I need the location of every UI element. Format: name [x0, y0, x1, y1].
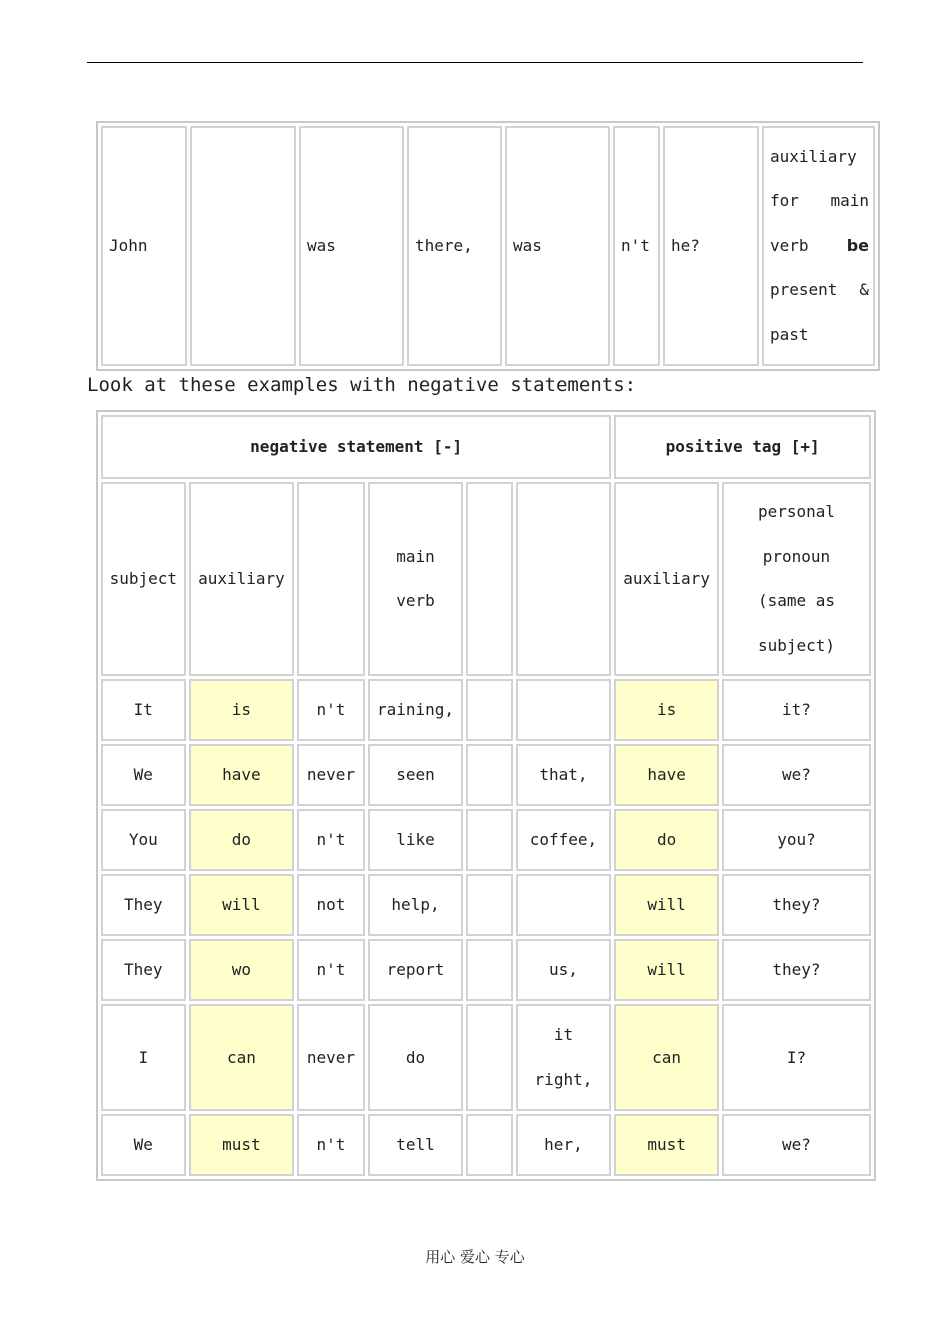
cell-tag-auxiliary: was — [505, 126, 610, 366]
cell-rest: there, — [407, 126, 502, 366]
table-cell: it? — [722, 679, 871, 741]
table-cell: never — [297, 1004, 364, 1111]
group-header-row — [101, 415, 871, 479]
note-line: auxiliary — [770, 146, 857, 166]
intro-text: Look at these examples with negative statements: — [87, 374, 637, 396]
table-row — [101, 939, 871, 1001]
cell-pronoun: he? — [663, 126, 759, 366]
table-cell: they? — [722, 939, 871, 1001]
table-cell: will — [614, 939, 719, 1001]
table-cell: wo — [189, 939, 295, 1001]
table-cell: You — [101, 809, 186, 871]
table-cell: you? — [722, 809, 871, 871]
table-row — [101, 874, 871, 936]
table-row — [101, 679, 871, 741]
positive-tag-header: positive tag [+] — [614, 415, 871, 479]
table-cell: can — [189, 1004, 295, 1111]
column-header-row — [101, 482, 871, 676]
table-cell: have — [189, 744, 295, 806]
table-cell — [466, 1114, 512, 1176]
table-cell: They — [101, 874, 186, 936]
table-cell: can — [614, 1004, 719, 1111]
table-cell: is — [189, 679, 295, 741]
table-cell: do — [368, 1004, 464, 1111]
table-cell — [466, 809, 512, 871]
table-cell: n't — [297, 1114, 364, 1176]
table-row — [101, 744, 871, 806]
table-cell — [516, 679, 612, 741]
table-cell: n't — [297, 679, 364, 741]
table-cell: report — [368, 939, 464, 1001]
table-cell: n't — [297, 939, 364, 1001]
table-cell: not — [297, 874, 364, 936]
table-cell — [466, 939, 512, 1001]
table-cell: do — [614, 809, 719, 871]
table-cell: will — [189, 874, 295, 936]
col-header-tag-auxiliary: auxiliary — [614, 482, 719, 676]
col-header-empty — [516, 482, 612, 676]
table-row — [101, 1114, 871, 1176]
table-cell: seen — [368, 744, 464, 806]
table-cell: they? — [722, 874, 871, 936]
col-header-auxiliary: auxiliary — [189, 482, 295, 676]
table-cell — [466, 679, 512, 741]
note-line: for main — [770, 191, 869, 211]
table-row — [101, 126, 875, 366]
note-bold-be: be — [846, 235, 869, 255]
note-line: verb be — [770, 224, 869, 269]
cell-note — [762, 126, 875, 366]
col-header-pronoun: personal pronoun (same as subject) — [722, 482, 871, 676]
table-cell: is — [614, 679, 719, 741]
cell-empty — [190, 126, 296, 366]
table-cell: tell — [368, 1114, 464, 1176]
table-cell: They — [101, 939, 186, 1001]
table-cell: do — [189, 809, 295, 871]
cell-negation: n't — [613, 126, 660, 366]
cell-subject: John — [101, 126, 187, 366]
table-cell: must — [614, 1114, 719, 1176]
col-header-empty — [466, 482, 512, 676]
table-cell: help, — [368, 874, 464, 936]
table-cell: n't — [297, 809, 364, 871]
cell-verb: was — [299, 126, 404, 366]
table-cell — [516, 874, 612, 936]
table-cell — [466, 744, 512, 806]
note-line: past — [770, 324, 809, 344]
table-row — [101, 809, 871, 871]
negative-statement-table — [96, 410, 876, 1181]
table-cell: coffee, — [516, 809, 612, 871]
table-cell: I — [101, 1004, 186, 1111]
table-cell: We — [101, 744, 186, 806]
table-cell: us, — [516, 939, 612, 1001]
table-row — [101, 1004, 871, 1111]
table-cell: raining, — [368, 679, 464, 741]
table-cell — [466, 874, 512, 936]
table-cell — [466, 1004, 512, 1111]
table-cell: we? — [722, 1114, 871, 1176]
table-cell: It — [101, 679, 186, 741]
table-cell: we? — [722, 744, 871, 806]
col-header-empty — [297, 482, 364, 676]
table-cell: will — [614, 874, 719, 936]
col-header-subject: subject — [101, 482, 186, 676]
table-cell: have — [614, 744, 719, 806]
table-cell: her, — [516, 1114, 612, 1176]
auxiliary-example-table — [96, 121, 880, 371]
table-cell: it right, — [516, 1004, 612, 1111]
table-cell: never — [297, 744, 364, 806]
col-header-main-verb: main verb — [368, 482, 464, 676]
table-cell: that, — [516, 744, 612, 806]
table-cell: must — [189, 1114, 295, 1176]
header-rule — [87, 62, 863, 63]
note-line: present & — [770, 280, 869, 300]
table-cell: like — [368, 809, 464, 871]
page-footer: 用心 爱心 专心 — [425, 1248, 525, 1266]
table-cell: We — [101, 1114, 186, 1176]
table-cell: I? — [722, 1004, 871, 1111]
negative-statement-header: negative statement [-] — [101, 415, 611, 479]
